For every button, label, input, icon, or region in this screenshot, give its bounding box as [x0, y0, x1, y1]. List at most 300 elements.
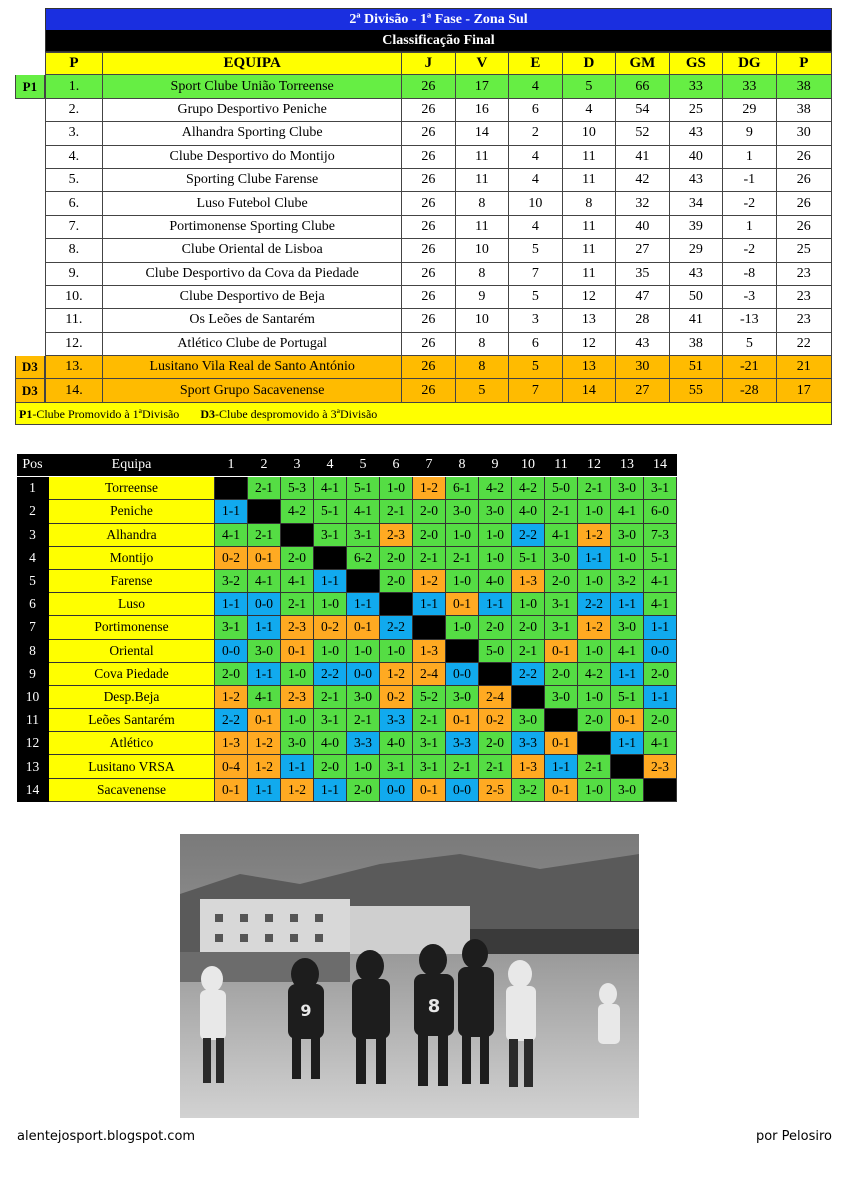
match-result: 0-1 [248, 547, 281, 570]
cell-goals-for: 47 [616, 286, 669, 309]
matrix-row [17, 663, 678, 686]
match-result: 1-1 [578, 547, 611, 570]
matrix-diagonal [644, 779, 677, 802]
matrix-pos: 4 [17, 547, 49, 570]
matrix-row [17, 640, 678, 663]
match-result: 4-2 [479, 477, 512, 500]
match-result: 1-2 [578, 616, 611, 639]
cell-lost: 4 [563, 99, 616, 122]
match-result: 1-0 [347, 755, 380, 778]
cell-position: 2. [45, 99, 103, 122]
cell-lost: 12 [563, 286, 616, 309]
cell-won: 8 [456, 356, 509, 379]
cell-position: 5. [45, 169, 103, 192]
matrix-diagonal [380, 593, 413, 616]
status-tag [15, 169, 45, 192]
standings-subtitle: Classificação Final [45, 30, 832, 52]
cell-drawn: 2 [509, 122, 562, 145]
match-result: 2-1 [578, 755, 611, 778]
match-result: 3-1 [545, 593, 578, 616]
cell-position: 14. [45, 379, 103, 402]
match-result: 1-2 [413, 477, 446, 500]
match-result: 2-0 [380, 547, 413, 570]
matrix-pos: 7 [17, 616, 49, 639]
match-result: 3-0 [512, 709, 545, 732]
match-result: 3-1 [314, 524, 347, 547]
match-result: 4-1 [215, 524, 248, 547]
matrix-team: Oriental [49, 640, 215, 663]
status-tag: D3 [15, 379, 45, 402]
matrix-pos: 2 [17, 500, 49, 523]
match-result: 2-3 [281, 616, 314, 639]
footer-site-link[interactable]: alentejosport.blogspot.com [17, 1129, 196, 1144]
match-result: 1-0 [611, 547, 644, 570]
cell-lost: 11 [563, 169, 616, 192]
match-result: 2-1 [578, 477, 611, 500]
match-result: 0-2 [380, 686, 413, 709]
cell-position: 3. [45, 122, 103, 145]
match-result: 3-0 [545, 547, 578, 570]
cell-lost: 11 [563, 239, 616, 262]
matrix-row [17, 524, 678, 547]
standings-title: 2ª Divisão - 1ª Fase - Zona Sul [45, 8, 832, 30]
match-result: 1-1 [248, 616, 281, 639]
match-result: 2-0 [545, 663, 578, 686]
match-result: 2-1 [281, 593, 314, 616]
matrix-pos: 14 [17, 779, 49, 802]
match-result: 6-0 [644, 500, 677, 523]
match-result: 1-0 [380, 640, 413, 663]
match-result: 3-2 [611, 570, 644, 593]
match-result: 3-0 [611, 477, 644, 500]
matrix-team: Leões Santarém [49, 709, 215, 732]
matrix-header-team: Equipa [49, 454, 215, 476]
match-result: 4-2 [281, 500, 314, 523]
match-result: 0-4 [215, 755, 248, 778]
match-result: 2-0 [314, 755, 347, 778]
header-points: P [777, 52, 832, 75]
match-result: 0-1 [545, 732, 578, 755]
match-result: 0-0 [446, 663, 479, 686]
cell-goal-diff: -13 [723, 309, 776, 332]
status-tag [15, 122, 45, 145]
match-result: 1-3 [413, 640, 446, 663]
match-result: 4-1 [248, 686, 281, 709]
match-result: 5-1 [644, 547, 677, 570]
header-won: V [456, 52, 509, 75]
match-result: 2-1 [446, 755, 479, 778]
matrix-col-header: 5 [347, 454, 380, 476]
match-result: 1-1 [644, 686, 677, 709]
matrix-col-header: 12 [578, 454, 611, 476]
cell-goal-diff: -8 [723, 263, 776, 286]
match-result: 0-1 [446, 709, 479, 732]
match-result: 1-0 [578, 640, 611, 663]
match-result: 2-1 [413, 547, 446, 570]
matrix-row [17, 593, 678, 616]
match-result: 0-1 [545, 779, 578, 802]
match-result: 1-0 [314, 593, 347, 616]
cell-won: 5 [456, 379, 509, 402]
match-result: 4-1 [644, 593, 677, 616]
match-result: 4-1 [545, 524, 578, 547]
cell-goals-for: 35 [616, 263, 669, 286]
match-result: 1-0 [578, 570, 611, 593]
match-result: 2-1 [545, 500, 578, 523]
match-result: 0-0 [248, 593, 281, 616]
cell-lost: 11 [563, 216, 616, 239]
matrix-team: Cova Piedade [49, 663, 215, 686]
status-tag [15, 192, 45, 215]
match-result: 1-0 [347, 640, 380, 663]
match-result: 3-1 [413, 755, 446, 778]
cell-lost: 5 [563, 75, 616, 98]
match-photo [180, 834, 639, 1118]
match-result: 0-0 [644, 640, 677, 663]
match-result: 0-1 [611, 709, 644, 732]
cell-drawn: 4 [509, 169, 562, 192]
cell-won: 8 [456, 333, 509, 356]
cell-team: Portimonense Sporting Clube [103, 216, 402, 239]
cell-won: 16 [456, 99, 509, 122]
legend-p1-text: -Clube Promovido à 1ªDivisão [32, 406, 180, 421]
match-result: 1-1 [314, 570, 347, 593]
match-result: 3-1 [545, 616, 578, 639]
match-result: 2-0 [578, 709, 611, 732]
standings-row [15, 333, 832, 356]
cell-goals-against: 41 [670, 309, 723, 332]
cell-position: 7. [45, 216, 103, 239]
match-result: 0-0 [380, 779, 413, 802]
cell-points: 23 [777, 309, 832, 332]
match-result: 1-2 [248, 755, 281, 778]
cell-goals-for: 54 [616, 99, 669, 122]
cell-goal-diff: -3 [723, 286, 776, 309]
match-result: 2-1 [380, 500, 413, 523]
cell-lost: 10 [563, 122, 616, 145]
cell-drawn: 5 [509, 356, 562, 379]
match-result: 5-0 [479, 640, 512, 663]
match-result: 2-1 [479, 755, 512, 778]
match-result: 4-2 [578, 663, 611, 686]
matrix-header-pos: Pos [17, 454, 49, 476]
match-result: 3-2 [215, 570, 248, 593]
matrix-col-header: 8 [446, 454, 479, 476]
standings-legend [15, 403, 832, 425]
header-goals-for: GM [616, 52, 669, 75]
matrix-diagonal [248, 500, 281, 523]
matrix-row [17, 500, 678, 523]
cell-drawn: 4 [509, 75, 562, 98]
cell-team: Sport Clube União Torreense [103, 75, 402, 98]
match-result: 1-0 [314, 640, 347, 663]
cell-team: Clube Desportivo do Montijo [103, 146, 402, 169]
standings-body [15, 75, 832, 402]
matrix-diagonal [479, 663, 512, 686]
footer-author: por Pelosiro [755, 1129, 832, 1144]
match-result: 3-0 [545, 686, 578, 709]
cell-position: 9. [45, 263, 103, 286]
standings-row [15, 286, 832, 309]
matrix-team: Montijo [49, 547, 215, 570]
cell-team: Clube Desportivo de Beja [103, 286, 402, 309]
match-result: 0-1 [446, 593, 479, 616]
match-result: 1-2 [215, 686, 248, 709]
match-result: 2-2 [314, 663, 347, 686]
match-result: 2-1 [248, 477, 281, 500]
matrix-col-header: 10 [512, 454, 545, 476]
cell-drawn: 4 [509, 216, 562, 239]
cell-drawn: 7 [509, 379, 562, 402]
match-result: 1-0 [578, 686, 611, 709]
match-result: 5-2 [413, 686, 446, 709]
match-result: 1-1 [248, 779, 281, 802]
matrix-pos: 13 [17, 755, 49, 778]
legend-d3-code: D3 [200, 406, 215, 421]
matrix-diagonal [578, 732, 611, 755]
cell-goals-for: 27 [616, 239, 669, 262]
cell-team: Luso Futebol Clube [103, 192, 402, 215]
matrix-col-header: 2 [248, 454, 281, 476]
match-result: 3-0 [281, 732, 314, 755]
cell-drawn: 3 [509, 309, 562, 332]
match-result: 0-1 [413, 779, 446, 802]
match-result: 0-1 [281, 640, 314, 663]
match-result: 1-1 [545, 755, 578, 778]
matrix-team: Peniche [49, 500, 215, 523]
match-result: 2-2 [512, 663, 545, 686]
match-result: 2-3 [644, 755, 677, 778]
cell-lost: 13 [563, 309, 616, 332]
match-result: 1-1 [314, 779, 347, 802]
match-result: 0-1 [248, 709, 281, 732]
cell-drawn: 7 [509, 263, 562, 286]
match-result: 6-1 [446, 477, 479, 500]
cell-goal-diff: 5 [723, 333, 776, 356]
cell-goals-against: 40 [670, 146, 723, 169]
match-result: 4-1 [314, 477, 347, 500]
matrix-diagonal [281, 524, 314, 547]
match-result: 1-1 [215, 593, 248, 616]
standings-row [15, 169, 832, 192]
cell-points: 25 [777, 239, 832, 262]
match-result: 1-1 [644, 616, 677, 639]
matrix-pos: 10 [17, 686, 49, 709]
match-result: 2-0 [512, 616, 545, 639]
cell-position: 4. [45, 146, 103, 169]
match-result: 1-1 [611, 593, 644, 616]
cell-points: 26 [777, 192, 832, 215]
cell-played: 26 [402, 75, 455, 98]
matrix-header-row [17, 454, 678, 477]
status-tag [15, 99, 45, 122]
match-result: 2-0 [545, 570, 578, 593]
cell-goal-diff: 1 [723, 146, 776, 169]
cell-position: 6. [45, 192, 103, 215]
cell-team: Lusitano Vila Real de Santo António [103, 356, 402, 379]
cell-drawn: 10 [509, 192, 562, 215]
matrix-team: Lusitano VRSA [49, 755, 215, 778]
cell-played: 26 [402, 169, 455, 192]
match-result: 4-0 [512, 500, 545, 523]
match-result: 0-0 [347, 663, 380, 686]
matrix-col-header: 13 [611, 454, 644, 476]
match-result: 1-0 [578, 779, 611, 802]
match-result: 2-1 [413, 709, 446, 732]
matrix-col-header: 14 [644, 454, 677, 476]
cell-won: 11 [456, 146, 509, 169]
match-result: 2-4 [479, 686, 512, 709]
cell-won: 10 [456, 309, 509, 332]
match-result: 2-1 [248, 524, 281, 547]
matrix-diagonal [545, 709, 578, 732]
cell-goals-against: 51 [670, 356, 723, 379]
match-result: 2-1 [347, 709, 380, 732]
cell-played: 26 [402, 192, 455, 215]
match-result: 1-2 [248, 732, 281, 755]
matrix-pos: 9 [17, 663, 49, 686]
standings-row [15, 309, 832, 332]
standings-row [15, 263, 832, 286]
header-team: EQUIPA [103, 52, 402, 75]
cell-team: Os Leões de Santarém [103, 309, 402, 332]
cell-points: 23 [777, 286, 832, 309]
match-result: 1-3 [215, 732, 248, 755]
cell-drawn: 5 [509, 239, 562, 262]
match-result: 5-1 [314, 500, 347, 523]
match-result: 1-2 [281, 779, 314, 802]
matrix-row [17, 732, 678, 755]
cell-played: 26 [402, 122, 455, 145]
standings-header-row [15, 52, 832, 75]
cell-goal-diff: -21 [723, 356, 776, 379]
match-result: 3-0 [479, 500, 512, 523]
matrix-team: Atlético [49, 732, 215, 755]
cell-goals-for: 27 [616, 379, 669, 402]
cell-goals-against: 39 [670, 216, 723, 239]
match-result: 1-1 [611, 732, 644, 755]
cell-goals-for: 30 [616, 356, 669, 379]
cell-team: Atlético Clube de Portugal [103, 333, 402, 356]
matrix-diagonal [347, 570, 380, 593]
match-result: 2-1 [314, 686, 347, 709]
cell-lost: 11 [563, 263, 616, 286]
cell-goal-diff: -28 [723, 379, 776, 402]
cell-team: Sport Grupo Sacavenense [103, 379, 402, 402]
match-result: 0-1 [347, 616, 380, 639]
match-result: 1-0 [578, 500, 611, 523]
matrix-diagonal [611, 755, 644, 778]
cell-goals-for: 42 [616, 169, 669, 192]
cell-points: 38 [777, 99, 832, 122]
cell-played: 26 [402, 286, 455, 309]
match-result: 2-0 [380, 570, 413, 593]
matrix-pos: 8 [17, 640, 49, 663]
cell-position: 12. [45, 333, 103, 356]
status-tag: P1 [15, 75, 45, 98]
cell-goals-for: 32 [616, 192, 669, 215]
cell-played: 26 [402, 216, 455, 239]
match-result: 4-1 [611, 500, 644, 523]
matrix-diagonal [512, 686, 545, 709]
match-result: 0-2 [479, 709, 512, 732]
match-result: 1-0 [281, 709, 314, 732]
match-result: 1-1 [281, 755, 314, 778]
match-result: 0-0 [446, 779, 479, 802]
matrix-row [17, 686, 678, 709]
match-result: 4-1 [248, 570, 281, 593]
status-tag [15, 286, 45, 309]
match-result: 0-2 [314, 616, 347, 639]
results-matrix [17, 454, 678, 802]
status-tag [15, 309, 45, 332]
match-result: 1-2 [578, 524, 611, 547]
matrix-team: Luso [49, 593, 215, 616]
match-result: 4-0 [314, 732, 347, 755]
cell-points: 22 [777, 333, 832, 356]
cell-team: Clube Oriental de Lisboa [103, 239, 402, 262]
cell-goals-against: 25 [670, 99, 723, 122]
matrix-team: Torreense [49, 477, 215, 500]
cell-goals-against: 43 [670, 263, 723, 286]
match-result: 2-4 [413, 663, 446, 686]
cell-drawn: 4 [509, 146, 562, 169]
match-result: 2-0 [215, 663, 248, 686]
header-tag-spacer [15, 52, 45, 75]
match-result: 1-1 [413, 593, 446, 616]
cell-goals-for: 52 [616, 122, 669, 145]
cell-won: 8 [456, 192, 509, 215]
match-result: 3-0 [248, 640, 281, 663]
cell-position: 11. [45, 309, 103, 332]
matrix-diagonal [413, 616, 446, 639]
matrix-row [17, 547, 678, 570]
cell-points: 26 [777, 216, 832, 239]
match-result: 4-2 [512, 477, 545, 500]
match-result: 3-3 [512, 732, 545, 755]
cell-drawn: 5 [509, 286, 562, 309]
match-result: 1-0 [446, 524, 479, 547]
cell-drawn: 6 [509, 99, 562, 122]
matrix-team: Portimonense [49, 616, 215, 639]
match-result: 2-0 [479, 616, 512, 639]
cell-goal-diff: 29 [723, 99, 776, 122]
standings-row [15, 216, 832, 239]
match-result: 3-1 [413, 732, 446, 755]
match-result: 1-3 [512, 570, 545, 593]
match-result: 0-1 [215, 779, 248, 802]
cell-goal-diff: 9 [723, 122, 776, 145]
cell-won: 17 [456, 75, 509, 98]
cell-points: 23 [777, 263, 832, 286]
match-result: 1-3 [512, 755, 545, 778]
matrix-row [17, 779, 678, 802]
cell-goals-against: 38 [670, 333, 723, 356]
cell-played: 26 [402, 146, 455, 169]
standings-row [15, 122, 832, 145]
cell-position: 10. [45, 286, 103, 309]
match-result: 1-0 [479, 524, 512, 547]
cell-played: 26 [402, 309, 455, 332]
matrix-diagonal [314, 547, 347, 570]
match-result: 4-1 [644, 570, 677, 593]
match-result: 0-1 [545, 640, 578, 663]
matrix-team: Sacavenense [49, 779, 215, 802]
match-result: 2-5 [479, 779, 512, 802]
match-result: 1-0 [446, 570, 479, 593]
match-result: 3-3 [380, 709, 413, 732]
cell-points: 38 [777, 75, 832, 98]
